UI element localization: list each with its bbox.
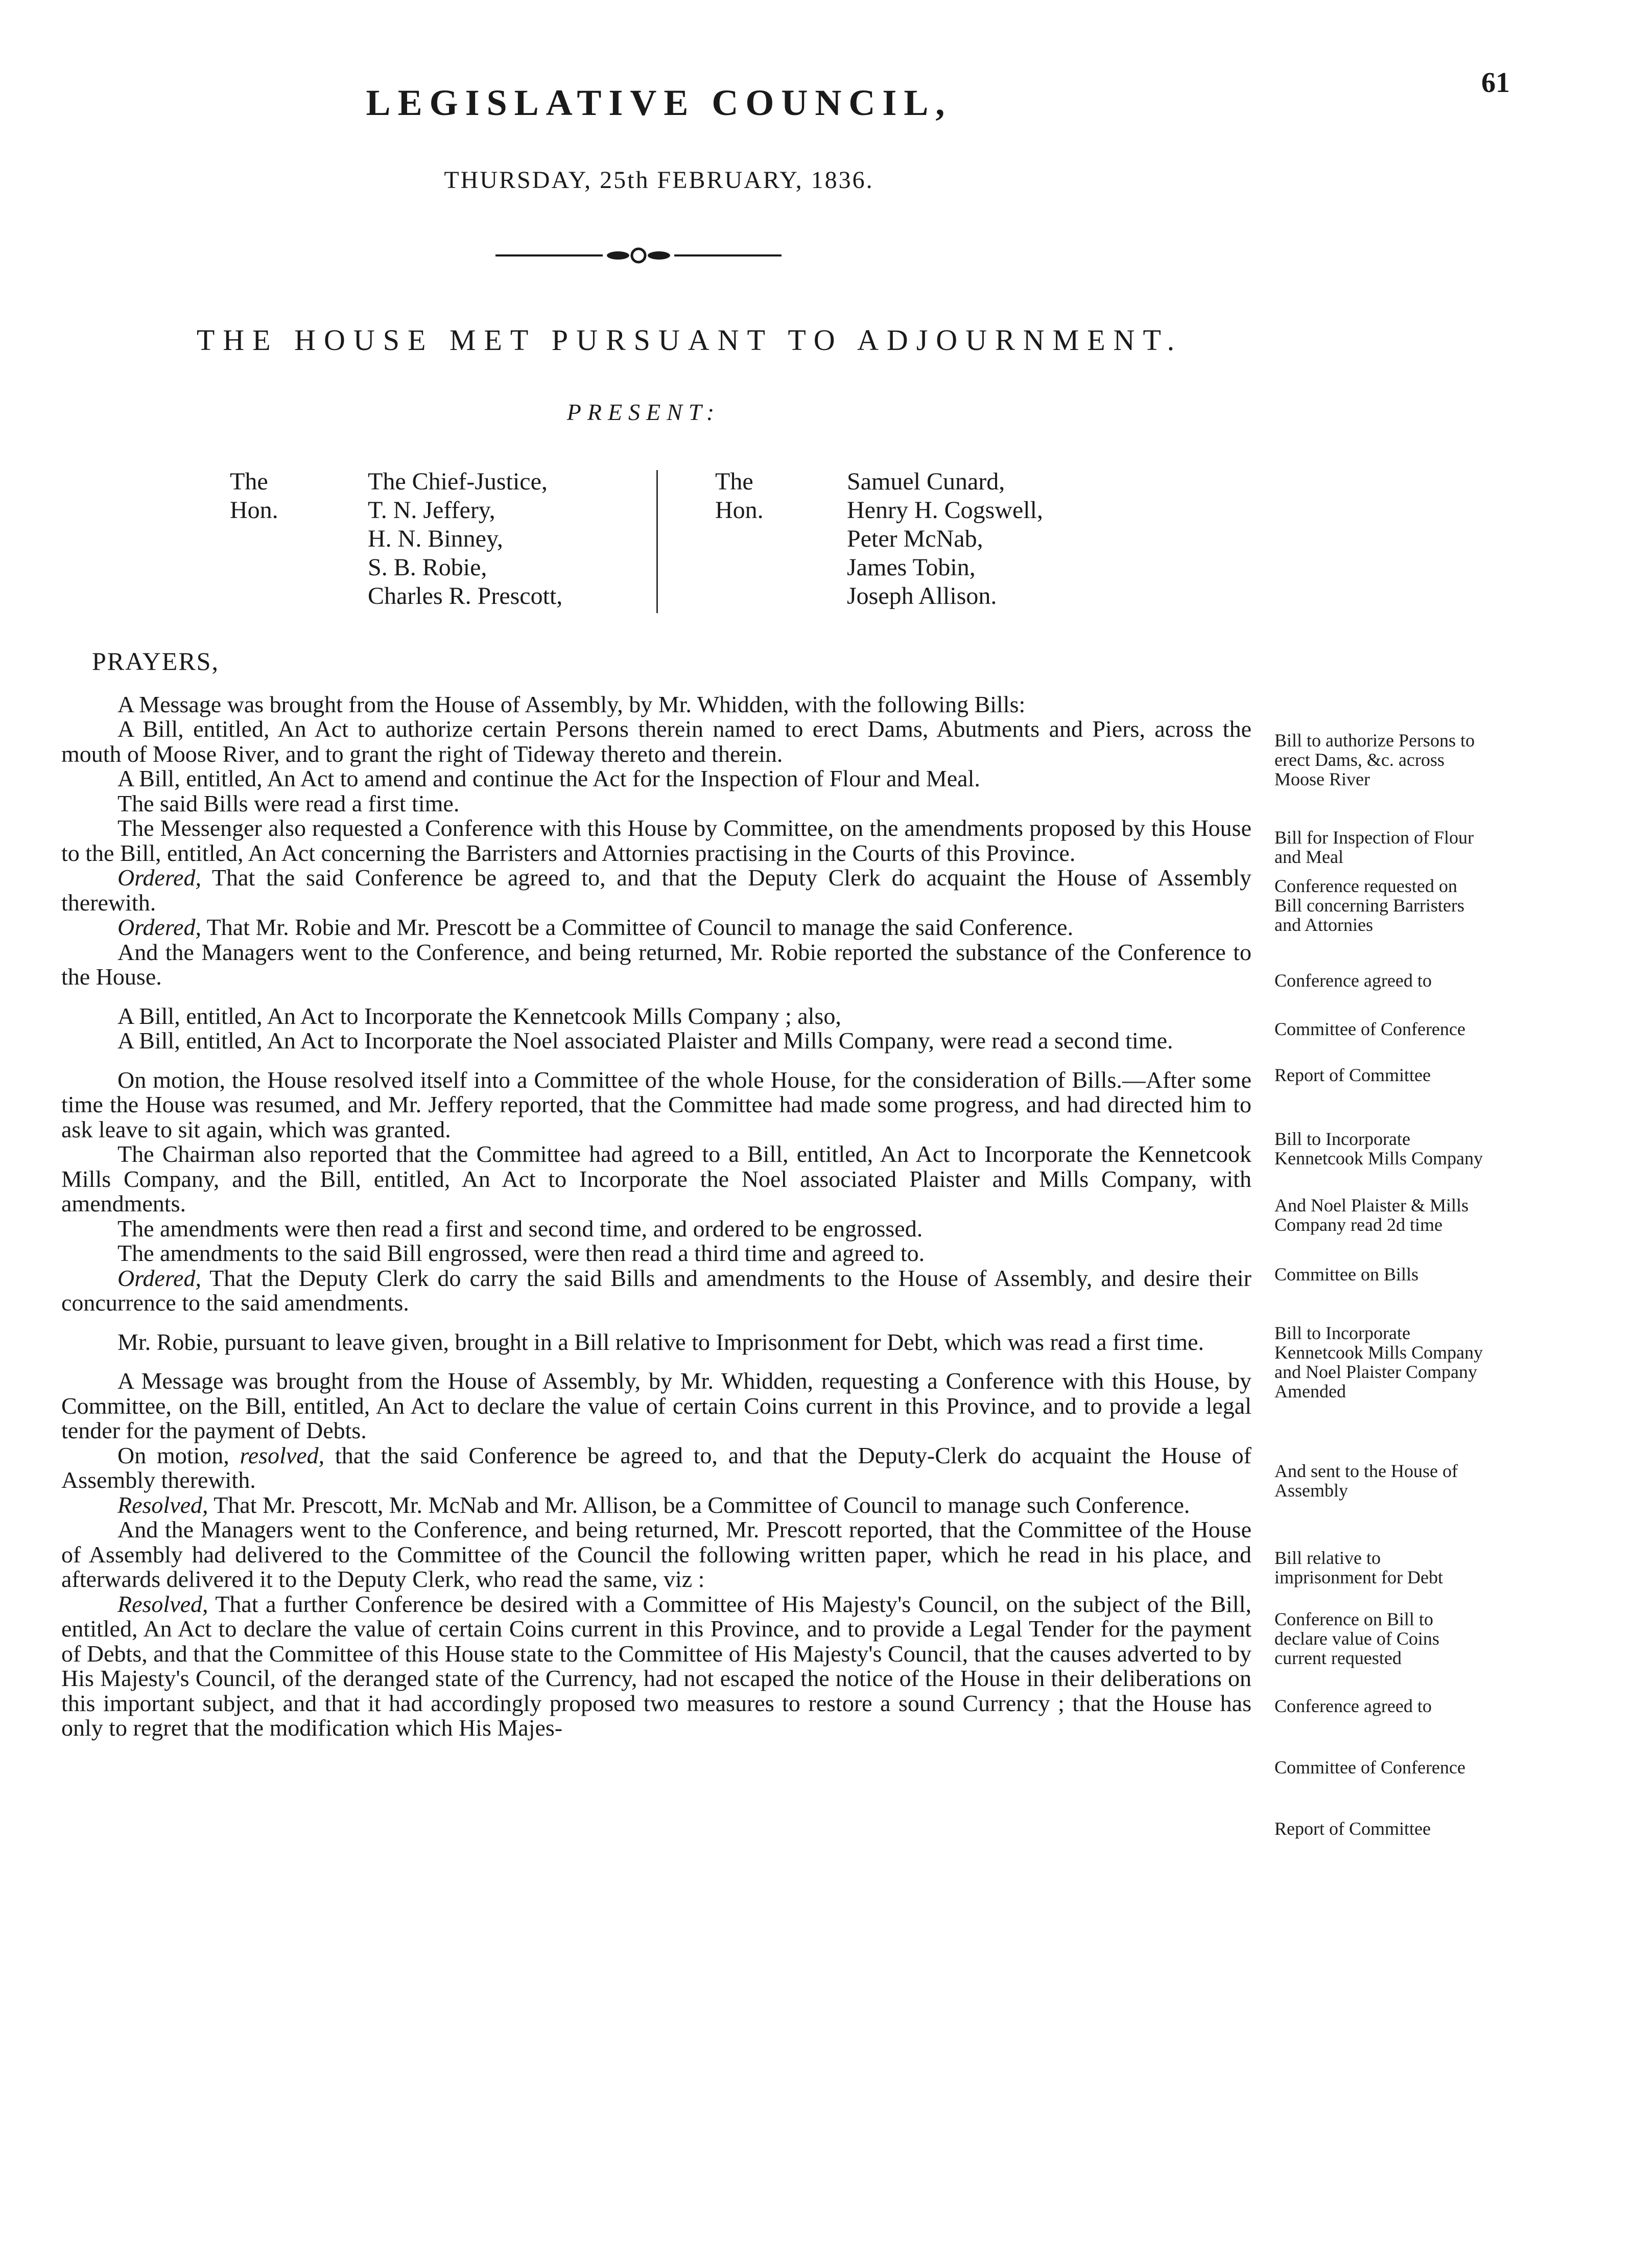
member-name: S. B. Robie, xyxy=(368,554,487,581)
margin-note: Bill to authorize Persons to erect Dams, &c. across Moose River xyxy=(1274,730,1475,789)
margin-note: Committee on Bills xyxy=(1274,1264,1419,1284)
journal-title: LEGISLATIVE COUNCIL, xyxy=(366,82,952,123)
opening-statement: THE HOUSE MET PURSUANT TO ADJOURNMENT. xyxy=(196,323,1183,357)
order-lead: Ordered, xyxy=(117,1265,201,1291)
proceedings-body xyxy=(61,649,1251,1741)
margin-note: Report of Committee xyxy=(1274,1818,1431,1839)
member-names xyxy=(847,467,1043,611)
margin-note: Conference agreed to xyxy=(1274,1696,1432,1716)
order-text: That Mr. Robie and Mr. Prescott be a Committee of Council to manage the said Conference. xyxy=(201,914,1074,940)
paragraph xyxy=(61,1592,1251,1741)
paragraph: A Bill, entitled, An Act to authorize certain Persons therein named to erect Dams, Abutments and Piers, across the mouth of Moose River, and to grant the right of Tideway thereto and therein. xyxy=(61,716,1251,767)
margin-note: Bill to Incorporate Kennetcook Mills Company and Noel Plaister Company Amended xyxy=(1274,1323,1483,1401)
paragraph xyxy=(61,1493,1251,1518)
paragraph: Mr. Robie, pursuant to leave given, brought in a Bill relative to Imprisonment for Debt, which was read a first time. xyxy=(117,1328,1204,1355)
attendance-list xyxy=(0,467,1632,621)
margin-note: Conference requested on Bill concerning Barristers and Attornies xyxy=(1274,876,1464,935)
resolution-lead: Resolved, xyxy=(117,1591,208,1617)
paragraph xyxy=(61,866,1251,915)
member-name: T. N. Jeffery, xyxy=(368,497,495,524)
honorific-prefix: The Hon. xyxy=(230,468,278,524)
member-names xyxy=(368,467,562,611)
resolution-text: That a further Conference be desired with a Committee of His Majesty's Council, on the subject of the Bill, entitled, An Act to declare the value of certain Coins current in this Province, and to provide a Legal Tender for the payment of Debts, and that the Committee of this House state to the Committee of His Majesty's Council, that the causes adverted to by His Majesty's Council, of the deranged state of the Currency, had not escaped the notice of the House in their deliberations on this important subject, and that it had accordingly proposed two measures to restore a sound Currency ; that the House has only to regret that the modification which His Majes- xyxy=(61,1591,1251,1741)
resolution-lead: Resolved, xyxy=(117,1491,208,1518)
order-lead: Ordered, xyxy=(117,864,201,891)
paragraph: A Bill, entitled, An Act to amend and continue the Act for the Inspection of Flour and Meal. xyxy=(117,765,980,791)
margin-note: Conference on Bill to declare value of Coins current requested xyxy=(1274,1609,1439,1668)
paragraph: On motion, the House resolved itself into a Committee of the whole House, for the consideration of Bills.—After some time the House was resumed, and Mr. Jeffery reported, that the Committee had made some progress, and had directed him to ask leave to sit again, which was granted. xyxy=(61,1066,1251,1142)
member-name: James Tobin, xyxy=(847,554,976,581)
margin-note: Committee of Conference xyxy=(1274,1757,1465,1778)
column-divider xyxy=(656,470,658,613)
session-date: THURSDAY, 25th FEBRUARY, 1836. xyxy=(444,167,874,194)
prayers-heading: PRAYERS, xyxy=(92,647,219,675)
margin-note: Committee of Conference xyxy=(1274,1019,1465,1039)
order-lead: Ordered, xyxy=(117,914,201,940)
resolution-text: That Mr. Prescott, Mr. McNab and Mr. Allison, be a Committee of Council to manage such Conference. xyxy=(208,1491,1190,1518)
margin-note: Bill relative to imprisonment for Debt xyxy=(1274,1548,1443,1587)
paragraph: The amendments were then read a first and second time, and ordered to be engrossed. xyxy=(117,1215,923,1242)
paragraph xyxy=(61,1443,1251,1493)
paragraph: A Message was brought from the House of Assembly, by Mr. Whidden, requesting a Conference with this House, by Committee, on the Bill, entitled, An Act to declare the value of certain Coins current in this Province, and to provide a legal tender for the payment of Debts. xyxy=(61,1368,1251,1443)
paragraph xyxy=(61,1266,1251,1316)
paragraph: A Message was brought from the House of Assembly, by Mr. Whidden, with the following Bills: xyxy=(117,691,1026,717)
order-text: That the Deputy Clerk do carry the said Bills and amendments to the House of Assembly, and desire their concurrence to the said amendments. xyxy=(61,1265,1251,1316)
member-name: Samuel Cunard, xyxy=(847,468,1005,495)
paragraph: And the Managers went to the Conference, and being returned, Mr. Robie reported the substance of the Conference to the House. xyxy=(61,939,1251,990)
present-heading: PRESENT: xyxy=(566,399,721,425)
resolution-lead: resolved, xyxy=(240,1442,325,1468)
paragraph: The Chairman also reported that the Committee had agreed to a Bill, entitled, An Act to Incorporate the Kennetcook Mills Company, and the Bill, entitled, An Act to Incorporate the Noel associated Plaister and Mills Company, with amendments. xyxy=(61,1141,1251,1217)
paragraph: A Bill, entitled, An Act to Incorporate the Noel associated Plaister and Mills Company, were read a second time. xyxy=(117,1027,1173,1054)
member-name: Henry H. Cogswell, xyxy=(847,497,1043,524)
motion-pre: On motion, xyxy=(117,1442,240,1468)
member-name: H. N. Binney, xyxy=(368,525,503,552)
paragraph: A Bill, entitled, An Act to Incorporate the Kennetcook Mills Company ; also, xyxy=(117,1002,841,1029)
paragraph xyxy=(61,915,1251,940)
margin-note: Bill for Inspection of Flour and Meal xyxy=(1274,827,1474,867)
order-text: That the said Conference be agreed to, and that the Deputy Clerk do acquaint the House of Assembly therewith. xyxy=(61,864,1251,916)
margin-note: Report of Committee xyxy=(1274,1065,1431,1085)
paragraph: The amendments to the said Bill engrossed, were then read a third time and agreed to. xyxy=(117,1240,925,1266)
member-name: The Chief-Justice, xyxy=(368,468,548,495)
margin-note: And sent to the House of Assembly xyxy=(1274,1461,1458,1501)
page-number: 61 xyxy=(1481,67,1510,99)
paragraph: And the Managers went to the Conference, and being returned, Mr. Prescott reported, that the Committee of the House of Assembly had delivered to the Committee of the Council the following written paper, which he read in his place, and afterwards delivered it to the Deputy Clerk, who read the same, viz : xyxy=(61,1516,1251,1592)
member-name: Charles R. Prescott, xyxy=(368,582,563,610)
member-name: Joseph Allison. xyxy=(847,582,997,610)
margin-note: And Noel Plaister & Mills Company read 2d time xyxy=(1274,1195,1469,1235)
ornament-divider xyxy=(495,246,782,265)
margin-note: Bill to Incorporate Kennetcook Mills Company xyxy=(1274,1129,1483,1168)
paragraph: The Messenger also requested a Conference with this House by Committee, on the amendments proposed by this House to the Bill, entitled, An Act concerning the Barristers and Attornies practising in the Courts of this Province. xyxy=(61,815,1251,866)
member-name: Peter McNab, xyxy=(847,525,983,552)
paragraph: The said Bills were read a first time. xyxy=(117,790,460,816)
honorific-prefix: The Hon. xyxy=(715,468,764,524)
resolution-text: that the said Conference be agreed to, and that the Deputy-Clerk do acquaint the House of Assembly therewith. xyxy=(61,1442,1251,1493)
margin-note: Conference agreed to xyxy=(1274,970,1432,991)
